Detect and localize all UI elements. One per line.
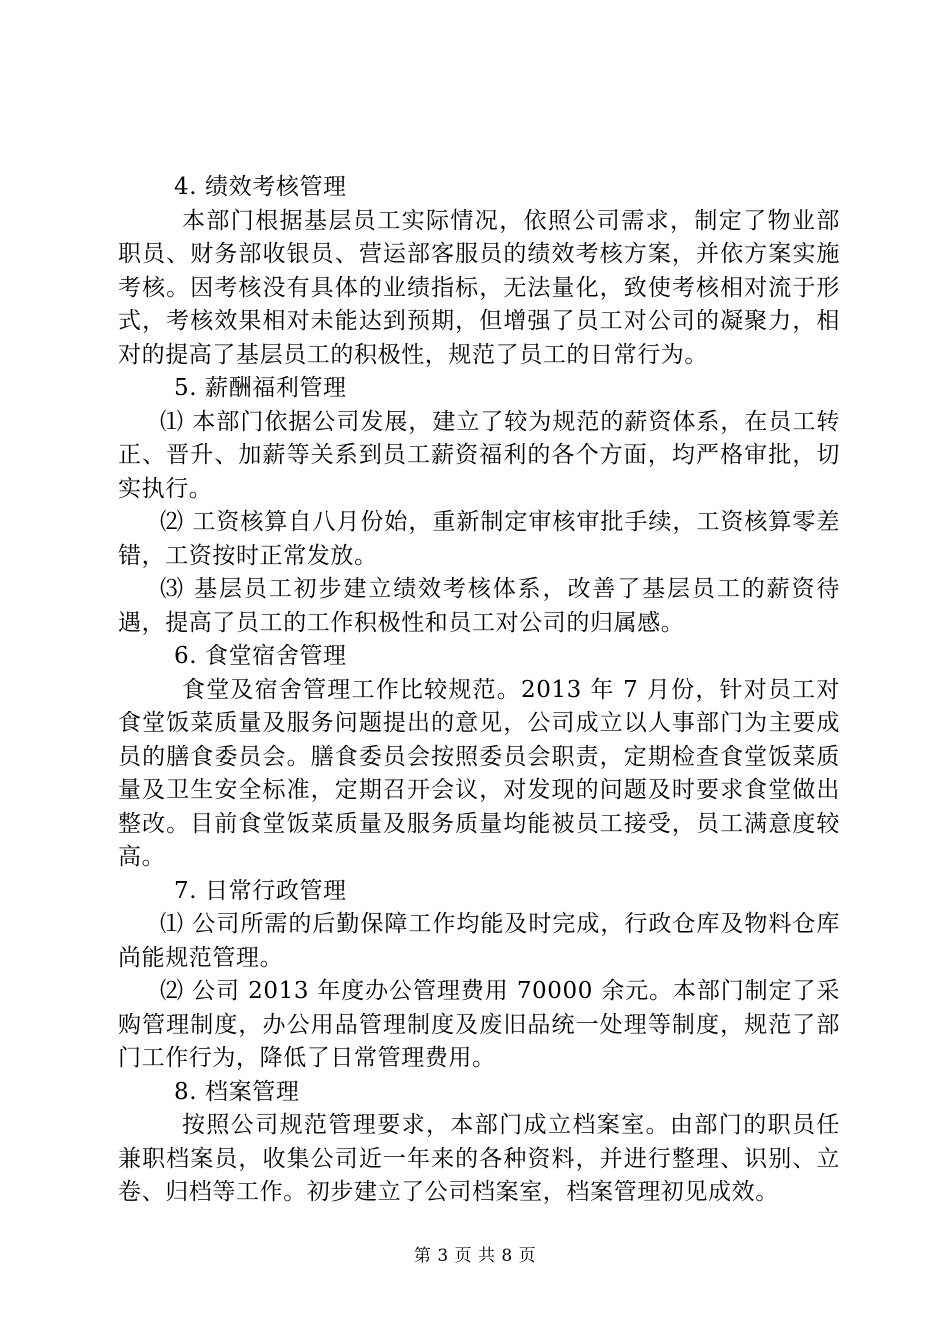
paragraph-canteen: 食堂及宿舍管理工作比较规范。2013 年 7 月份，针对员工对食堂饭菜质量及服务问题提出的意见，公司成立以人事部门为主要成员的膳食委员会。膳食委员会按照委员会职责，定期检查食堂饭菜质量及卫生安全标准，定期召开会议，对发现的问题及时要求食堂做出整改。目前食堂饭菜质量及服务质量均能被员工接受，员工满意度较高。 <box>118 676 840 870</box>
list-item-compensation-2: ⑵ 工资核算自八月份始，重新制定审核审批手续，工资核算零差错，工资按时正常发放。 <box>118 509 840 569</box>
section-heading-archives: 8. 档案管理 <box>174 1078 300 1105</box>
paragraph-performance: 本部门根据基层员工实际情况，依照公司需求，制定了物业部职员、财务部收银员、营运部客服员的绩效考核方案，并依方案实施考核。因考核没有具体的业绩指标，无法量化，致使考核相对流于形式，考核效果相对未能达到预期，但增强了员工对公司的凝聚力，相对的提高了基层员工的积极性，规范了员工的日常行为。 <box>118 207 840 368</box>
section-heading-admin: 7. 日常行政管理 <box>174 877 347 904</box>
section-heading-compensation: 5. 薪酬福利管理 <box>174 375 347 401</box>
page-footer: 第 3 页 共 8 页 <box>413 1246 537 1266</box>
section-heading-canteen: 6. 食堂宿舍管理 <box>174 643 347 669</box>
section-heading-performance: 4. 绩效考核管理 <box>174 174 347 200</box>
list-item-compensation-1: ⑴ 本部门依据公司发展，建立了较为规范的薪资体系，在员工转正、晋升、加薪等关系到员工薪资福利的各个方面，均严格审批，切实执行。 <box>118 408 840 502</box>
list-item-compensation-3: ⑶ 基层员工初步建立绩效考核体系，改善了基层员工的薪资待遇，提高了员工的工作积极性和员工对公司的归属感。 <box>118 576 840 636</box>
paragraph-archives: 按照公司规范管理要求，本部门成立档案室。由部门的职员任兼职档案员，收集公司近一年来的各种资料，并进行整理、识别、立卷、归档等工作。初步建立了公司档案室，档案管理初见成效。 <box>118 1112 840 1205</box>
list-item-admin-1: ⑴ 公司所需的后勤保障工作均能及时完成，行政仓库及物料仓库尚能规范管理。 <box>118 911 840 971</box>
document-body <box>118 171 840 1210</box>
list-item-admin-2: ⑵ 公司 2013 年度办公管理费用 70000 余元。本部门制定了采购管理制度，办公用品管理制度及废旧品统一处理等制度，规范了部门工作行为，降低了日常管理费用。 <box>118 978 840 1071</box>
